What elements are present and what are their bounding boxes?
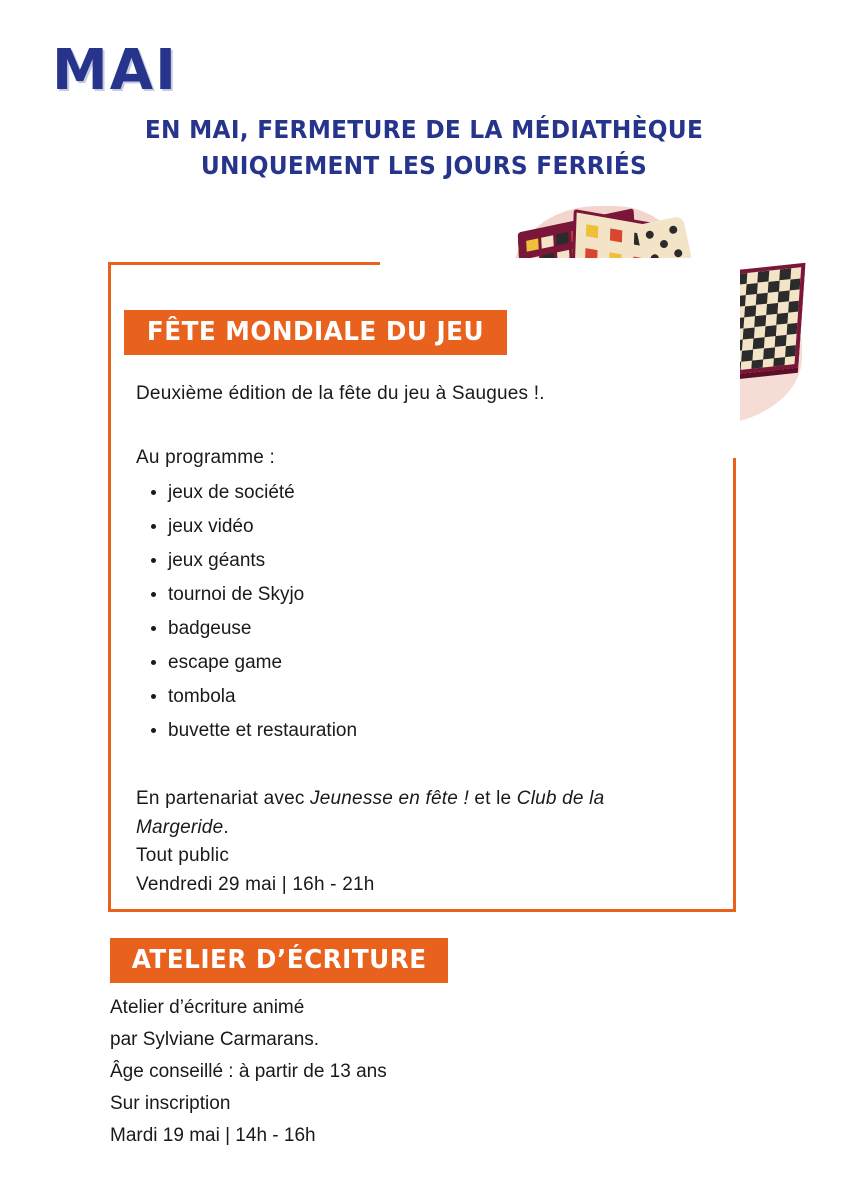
partners-middle: et le — [468, 788, 517, 809]
section-heading-atelier-decriture — [110, 938, 448, 983]
partner-name-1: Jeunesse en fête ! — [310, 788, 469, 809]
event-atelier-line-2: par Sylviane Carmarans. — [110, 1028, 320, 1050]
event-partners-line — [136, 788, 604, 838]
event-atelier-schedule: Mardi 19 mai | 14h - 16h — [110, 1124, 316, 1146]
event-programme-label: Au programme : — [136, 447, 276, 468]
event-atelier-line-1: Atelier d’écriture animé — [110, 997, 305, 1018]
section-heading-label: ATELIER D’ÉCRITURE — [131, 945, 427, 975]
closure-notice-line-1: EN MAI, FERMETURE DE LA MÉDIATHÈQUE — [144, 115, 704, 144]
list-item: • jeux vidéo — [168, 510, 357, 544]
event-intro-text: Deuxième édition de la fête du jeu à Saugues !. — [136, 383, 545, 404]
event-atelier-body — [110, 992, 670, 1152]
page-title-month: MAI — [52, 38, 178, 103]
closure-notice-line-2: UNIQUEMENT LES JOURS FERRIÉS — [200, 151, 648, 181]
list-item: • jeux géants — [168, 544, 357, 578]
list-item: • badgeuse — [168, 612, 357, 646]
list-item: • jeux de société — [168, 476, 357, 510]
event-atelier-age: Âge conseillé : à partir de 13 ans — [110, 1060, 387, 1082]
list-item: • tournoi de Skyjo — [168, 578, 357, 612]
event-atelier-registration: Sur inscription — [110, 1092, 231, 1114]
partner-name-2: Club de la Margeride — [136, 788, 605, 838]
event-audience: Tout public — [136, 845, 230, 866]
partners-prefix: En partenariat avec — [136, 788, 311, 809]
list-item: • escape game — [168, 646, 357, 680]
partners-suffix: . — [223, 816, 229, 838]
event-programme-list — [136, 476, 357, 748]
list-item: • tombola — [168, 680, 357, 714]
event-footer-text — [136, 785, 696, 899]
list-item: • buvette et restauration — [168, 714, 357, 748]
event-frame-notch — [380, 258, 740, 458]
section-heading-label: FÊTE MONDIALE DU JEU — [146, 317, 484, 347]
closure-notice — [0, 112, 848, 185]
event-schedule: Vendredi 29 mai | 16h - 21h — [136, 873, 375, 895]
section-heading-fete-mondiale-du-jeu — [124, 310, 507, 355]
